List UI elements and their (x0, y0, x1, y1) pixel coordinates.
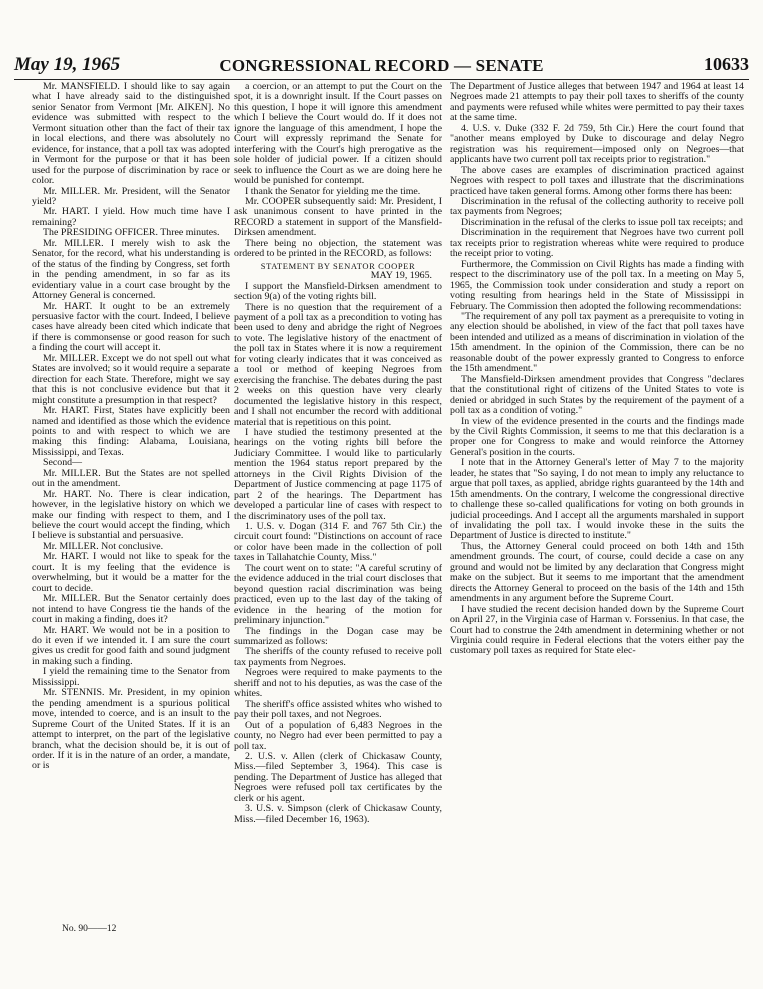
paragraph: The above cases are examples of discrimination practiced against Negroes with respect to poll taxes and illustrate that the discriminations practiced have taken general forms. Among other forms there has been: (450, 164, 744, 197)
paragraph: 2. U.S. v. Allen (clerk of Chickasaw County, Miss.—filed September 3, 1964). This case is pending. The Department of Justice has alleged that Negroes were refused poll tax certificates by the clerk or his agent. (234, 751, 442, 804)
paragraph: The Department of Justice alleges that between 1947 and 1964 at least 14 Negroes made 21 attempts to pay their poll taxes to sheriffs of the county and payments were refused while whites were permitted to pay their taxes at the same time. (450, 82, 744, 124)
header-rule (14, 79, 749, 80)
paragraph: Mr. HART. I yield. How much time have I remaining? (32, 206, 230, 228)
header-title: CONGRESSIONAL RECORD — SENATE (219, 56, 544, 75)
paragraph: Out of a population of 6,483 Negroes in the county, no Negro had ever been permitted to pay a poll tax. (234, 719, 442, 752)
paragraph: The court went on to state: "A careful scrutiny of the evidence adduced in the trial court discloses that beyond question racial discrimination was being practiced, even up to the last day of the taking of evidence in the hearing of the motion for preliminary injunction." (234, 562, 442, 627)
column-2-intro (234, 82, 442, 260)
paragraph: Discrimination in the refusal of the collecting authority to receive poll tax payments from Negroes; (450, 195, 744, 218)
column-2-body (234, 282, 442, 826)
paragraph: I support the Mansfield-Dirksen amendment to section 9(a) of the voting rights bill. (234, 280, 442, 303)
paragraph: Mr. HART. I would not like to speak for the court. It is my feeling that the evidence is overwhelming, but it would be a matter for the court to decide. (32, 551, 230, 594)
paragraph: Mr. MILLER. Except we do not spell out what States are involved; so it would require a separate direction for each State. Therefore, might we say that this is not conclusive evidence but that it might constitute a presumption in that respect? (32, 352, 230, 406)
paragraph: Mr. MILLER. But the States are not spelled out in the amendment. (32, 467, 230, 490)
paragraph: 4. U.S. v. Duke (332 F. 2d 759, 5th Cir.) Here the court found that "another means employed by Duke to discourage and delay Negro registration was his requirement—imposed only on Negroes—that applicants have two current poll tax receipts prior to registration." (450, 122, 744, 166)
statement-date: MAY 19, 1965. (370, 270, 432, 282)
paragraph: The PRESIDING OFFICER. Three minutes. (43, 227, 220, 239)
paragraph: Thus, the Attorney General could proceed on both 14th and 15th amendment grounds. The court, of course, could decide a case on any ground and would not be limited by any declaration that Congress might make on the subject. But it seems to me important that the amendment directs the Attorney General to proceed on the basis of the 14th and 15th amendments in any argument before the Supreme Court. (450, 540, 744, 605)
paragraph: I note that in the Attorney General's letter of May 7 to the majority leader, he states that "So saying, I do not mean to imply any reluctance to argue that poll taxes, as applied, abridge rights guaranteed by the 14th and 15th amendments. On the contrary, I welcome the congressional directive to challenge these so-called qualifications for voting on both grounds in judicial proceedings. And I accept all the arguments marshaled in support of invalidating the poll tax. I would invoke these in the suits the Department of Justice is directed to institute." (450, 457, 744, 542)
paragraph: I have studied the recent decision handed down by the Supreme Court on April 27, in the Virginia case of Harman v. Forssenius. In that case, the Court had to construe the 24th amendment in determining whether or not Virginia could require in Federal elections that the voters either pay the customary poll taxes as required for State elec- (450, 603, 744, 657)
paragraph: Mr. MILLER. Not conclusive. (43, 540, 164, 552)
page-header (14, 52, 749, 78)
paragraph: In view of the evidence presented in the courts and the findings made by the Civil Rights Commission, it seems to me that this declaration is a proper one for Congress to make and would reinforce the Attorney General's position in the courts. (450, 415, 744, 458)
paragraph: The sheriffs of the county refused to receive poll tax payments from Negroes. (234, 646, 442, 668)
paragraph: The sheriff's office assisted whites who wished to pay their poll taxes, and not Negroes. (234, 698, 442, 721)
paragraph: 3. U.S. v. Simpson (clerk of Chickasaw County, Miss.—filed December 16, 1963). (234, 803, 442, 825)
paragraph: I have studied the testimony presented at the hearings on the voting rights bill before the Judiciary Committee. I would like to particularly mention the 1964 status report prepared by the attorneys in the Civil Rights Division of the Department of Justice commencing at page 1175 of part 2 of the hearings. The Department has developed a particular line of cases with respect to the discriminatory uses of the poll tax. (234, 426, 442, 522)
paragraph: I thank the Senator for yielding me the time. (245, 185, 421, 197)
paragraph: Mr. MILLER. Mr. President, will the Senator yield? (32, 185, 230, 207)
paragraph: Mr. HART. It ought to be an extremely persuasive factor with the court. Indeed, I believe cases have already been cited which indicate that if there is commonsense or good reason for such a finding the court will accept it. (32, 300, 230, 354)
paragraph: The Mansfield-Dirksen amendment provides that Congress "declares that the constitutional right of citizens of the United States to vote is denied or abridged in such States by the requirement of the payment of a poll tax as a condition of voting." (450, 373, 744, 417)
paragraph: Mr. HART. We would not be in a position to do it even if we intended it. I am sure the court gives us credit for good faith and sound judgment in making such a finding. (32, 624, 230, 667)
paragraph: Second— (43, 457, 82, 469)
paragraph: 1. U.S. v. Dogan (314 F. and 767 5th Cir.) the circuit court found: "Distinctions on account of race or color have been made in the collection of poll taxes in Tallahatchie County, Miss." (234, 521, 442, 564)
header-date: May 19, 1965 (14, 54, 121, 75)
column-2 (234, 82, 442, 932)
paragraph: There is no question that the requirement of a payment of a poll tax as a precondition to voting has been used to deny and abridge the right of Negroes to vote. The legislative history of the enactment of the poll tax in States where it is now a requirement for voting clearly indicates that it was conceived as a tool or method of keeping Negroes from exercising the franchise. The debates during the past 2 weeks on this question have very clearly documented the legislative history in this respect, and I shall not encumber the record with additional material that is repetitious on this point. (234, 301, 442, 428)
paragraph: Mr. HART. First, States have explicitly been named and identified as those which the evidence points to and with respect to which we are making this finding: Alabama, Louisiana, Mississippi, and Texas. (32, 405, 230, 458)
paragraph: The findings in the Dogan case may be summarized as follows: (234, 625, 442, 648)
paragraph: There being no objection, the statement was ordered to be printed in the RECORD, as follows: (234, 237, 442, 260)
paragraph: Mr. STENNIS. Mr. President, in my opinion the pending amendment is a spurious political move, intended to coerce, and is an insult to the Supreme Court of the United States. If it is an attempt to interpret, on the part of the legislative branch, what the decision should be, it is out of order. If it is in the nature of an order, a mandate, or is (32, 687, 230, 772)
header-page-number: 10633 (704, 54, 749, 74)
paragraph: Mr. MILLER. I merely wish to ask the Senator, for the record, what his understanding is of the status of the finding by Congress, set forth in the pending amendment, in so far as its evidentiary value in a court case brought by the Attorney General is concerned. (32, 237, 230, 302)
paragraph: Discrimination in the requirement that Negroes have two current poll tax receipts prior to registration whereas white were required to produce the receipt prior to voting. (450, 227, 744, 260)
statement-heading: STATEMENT BY SENATOR COOPER (260, 260, 416, 271)
paragraph: Mr. HART. No. There is clear indication, however, in the legislative history on which we make our finding with respect to them, and I believe the court would accept the finding, which I believe is substantial and persuasive. (32, 488, 230, 542)
paragraph: Negroes were required to make payments to the sheriff and not to his deputies, as was the case of the whites. (234, 667, 442, 700)
column-1 (32, 82, 230, 932)
page-footer: No. 90——12 (62, 924, 117, 934)
paragraph: Mr. MILLER. But the Senator certainly does not intend to have Congress tie the hands of the court in making a finding, does it? (32, 593, 230, 626)
column-3 (450, 82, 744, 932)
paragraph: Mr. MANSFIELD. I should like to say again what I have already said to the distinguished senior Senator from Vermont [Mr. AIKEN]. No evidence was submitted with respect to the Vermont situation other than the fact of their tax in local elections, and there was absolutely no evidence, for instance, that a poll tax was adopted in Vermont for the purpose or that it has been used for the purpose of discrimination by race or color. (32, 82, 230, 187)
paragraph: "The requirement of any poll tax payment as a prerequisite to voting in any election should be abolished, in view of the fact that poll taxes have been intended and utilized as a means of discrimination in violation of the 15th amendment. In the opinion of the Commission, there can be no reasonable doubt of the power expressly granted to Congress to enforce the 15th amendment." (450, 310, 744, 375)
paragraph: Mr. COOPER subsequently said: Mr. President, I ask unanimous consent to have printed in the RECORD a statement in support of the Mansfield-Dirksen amendment. (234, 195, 442, 239)
paragraph: Discrimination in the refusal of the clerks to issue poll tax receipts; and (461, 216, 743, 228)
paragraph: Furthermore, the Commission on Civil Rights has made a finding with respect to the discriminatory use of the poll tax. In a meeting on May 5, 1965, the Commission took under consideration and study a report on voting resulting from hearings held in the State of Mississippi in February. The Commission then adopted the following recommendations: (450, 258, 744, 312)
paragraph: I yield the remaining time to the Senator from Mississippi. (32, 666, 230, 688)
paragraph: a coercion, or an attempt to put the Court on the spot, it is a downright insult. If the Court passes on this question, I hope it will ignore this amendment which I believe the Court would do. If it does not ignore the language of this amendment, I hope the Court will expressly reprimand the Senate for interfering with the Court's high prerogative as the sole holder of judicial power. If a citizen should seek to influence the Court as we are doing here he would be punished for contempt. (234, 82, 442, 187)
